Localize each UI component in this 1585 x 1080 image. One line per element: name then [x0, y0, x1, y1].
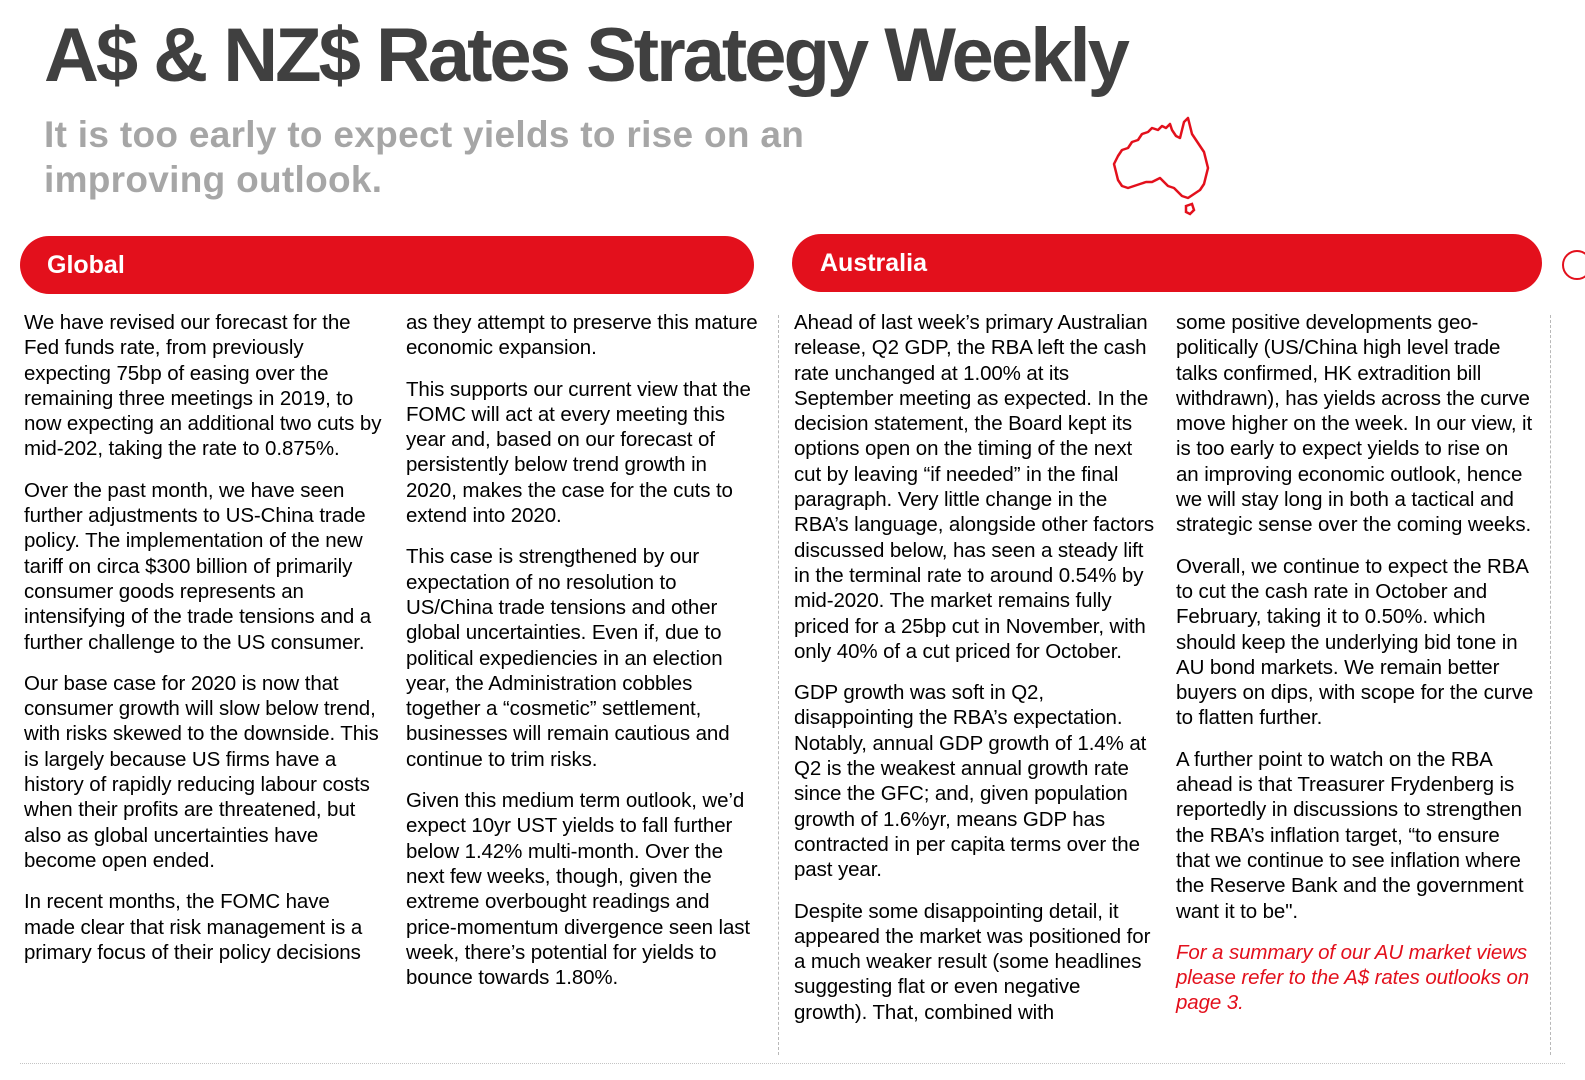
page-title: A$ & NZ$ Rates Strategy Weekly: [44, 13, 1127, 98]
paragraph: Overall, we continue to expect the RBA to cut the cash rate in October and February, taking it to 0.50%. which should keep the underlying bid tone in AU bond markets. We remain better buyers on dips, with scope for the curve to flatten further.: [1176, 554, 1534, 730]
column-divider: [778, 315, 779, 1055]
section-header-global: Global: [20, 236, 754, 294]
paragraph: Ahead of last week’s primary Australian release, Q2 GDP, the RBA left the cash rate unchanged at 1.00% at its September meeting as expected. In the decision statement, the Board kept its options open on the timing of the next cut by leaving “if needed” in the final paragraph. Very little change in the RBA’s language, alongside other factors discussed below, has seen a steady lift in the terminal rate to around 0.54% by mid-2020. The market remains fully priced for a 25bp cut in November, with only 40% of a cut priced for October.: [794, 311, 1155, 663]
australia-map-icon: [1106, 110, 1218, 222]
paragraph: Given this medium term outlook, we’d expect 10yr UST yields to fall further below 1.42% multi-month. Over the next few weeks, though, given the extreme overbought readings and price-momentum divergence seen last week, there’s potential for yields to bounce towards 1.80%.: [406, 789, 751, 990]
column-divider: [1550, 315, 1551, 1055]
paragraph: This case is strengthened by our expectation of no resolution to US/China trade tensions and other global uncertainties. Even if, due to political expediencies in an election year, the Administration cobbles together a “cosmetic” settlement, businesses will remain cautious and continue to trim risks.: [406, 545, 730, 771]
paragraph: In recent months, the FOMC have made clear that risk management is a primary focus of their policy decisions: [24, 890, 363, 964]
paragraph: Despite some disappointing detail, it appeared the market was positioned for a much weaker result (some headlines suggesting flat or even negative growth). That, combined with: [794, 899, 1151, 1024]
paragraph: Our base case for 2020 is now that consumer growth will slow below trend, with risks skewed to the downside. This is largely because US firms have a history of rapidly reducing labour costs when their profits are threatened, but also as global uncertainties have become open ended.: [24, 671, 379, 872]
australia-column-1: [794, 310, 1158, 1041]
page-subtitle: It is too early to expect yields to rise on an improving outlook.: [44, 114, 805, 200]
paragraph: A further point to watch on the RBA ahead is that Treasurer Frydenberg is reportedly in discussions to strengthen the RBA’s inflation target, “to ensure that we continue to see inflation where the Reserve Bank and the government want it to be".: [1176, 747, 1524, 923]
australia-column-2: [1176, 310, 1536, 1032]
paragraph: GDP growth was soft in Q2, disappointing the RBA’s expectation. Notably, annual GDP growth of 1.4% at Q2 is the weakest annual growth rate since the GFC; and, given population growth of 1.6%yr, means GDP has contracted in per capita terms over the past year.: [794, 681, 1147, 882]
page-reference-note: For a summary of our AU market views please refer to the A$ rates outlooks on page 3.: [1176, 940, 1530, 1015]
section-header-australia: Australia: [792, 234, 1542, 292]
paragraph: some positive developments geo-politically (US/China high level trade talks confirmed, HK extradition bill withdrawn), has yields across the curve move higher on the week. In our view, it is too early to expect yields to rise on an improving economic outlook, hence we will stay long in both a tactical and strategic sense over the coming weeks.: [1176, 311, 1533, 537]
paragraph: This supports our current view that the FOMC will act at every meeting this year and, based on our forecast of persistently below trend growth in 2020, makes the case for the cuts to extend into 2020.: [406, 377, 751, 528]
paragraph: We have revised our forecast for the Fed funds rate, from previously expecting 75bp of easing over the remaining three meetings in 2019, to now expecting an additional two cuts by mid-202, taking the rate to 0.875%.: [24, 311, 382, 461]
next-section-header-edge: [1562, 250, 1585, 280]
global-column-2: [406, 310, 762, 1006]
paragraph: as they attempt to preserve this mature economic expansion.: [406, 311, 758, 360]
paragraph: Over the past month, we have seen further adjustments to US-China trade policy. The implementation of the new tariff on circa $300 billion of primarily consumer goods represents an intensifying of the trade tensions and a further challenge to the US consumer.: [24, 478, 372, 654]
global-column-1: [24, 310, 384, 981]
footer-rule: [20, 1063, 1565, 1064]
